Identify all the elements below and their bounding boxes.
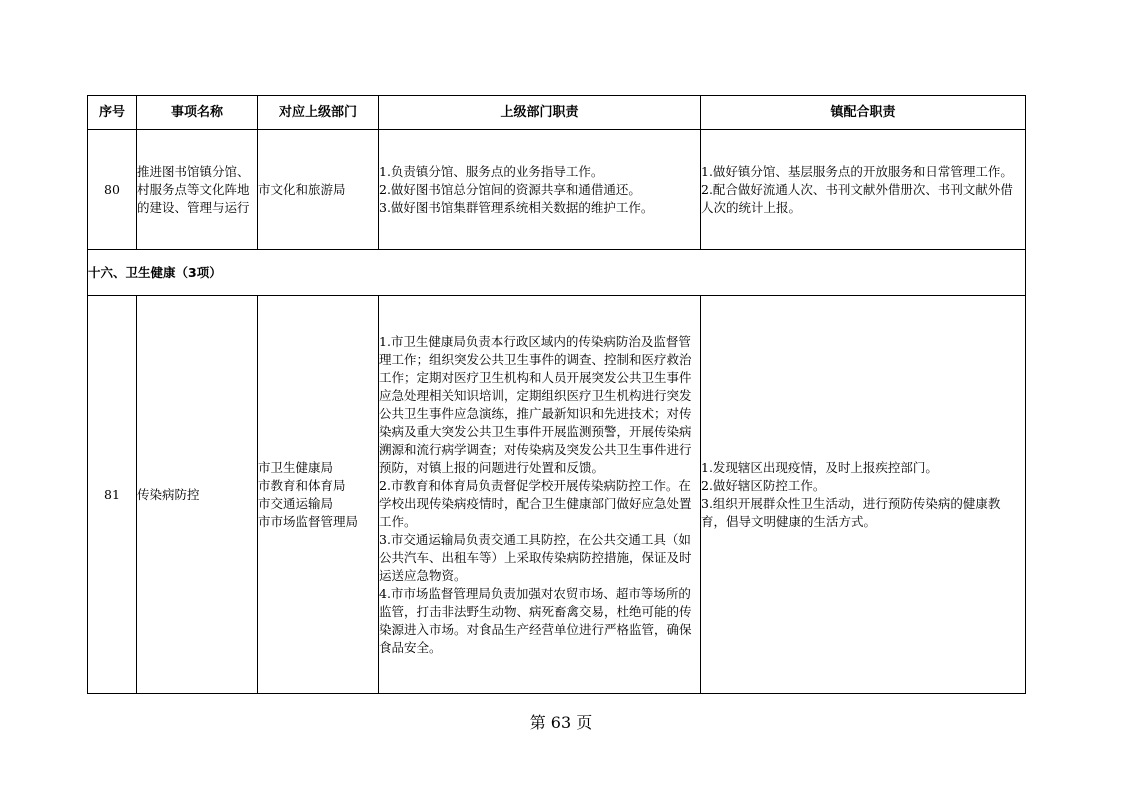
- item-name: 传染病防控: [137, 296, 258, 694]
- item-name: 推进图书馆镇分馆、村服务点等文化阵地的建设、管理与运行: [137, 130, 258, 250]
- row-number: 80: [88, 130, 137, 250]
- duty-line: 1.发现辖区出现疫情，及时上报疾控部门。: [701, 459, 938, 475]
- header-no: 序号: [88, 96, 137, 130]
- upper-duty: [379, 296, 701, 694]
- dept-line: 市教育和体育局: [258, 477, 346, 493]
- duty-line: 2.做好图书馆总分馆间的资源共享和通借通还。: [379, 181, 641, 197]
- header-row: [88, 96, 1026, 130]
- dept-line: 市市场监督管理局: [258, 513, 359, 529]
- duty-line: 1.负责镇分馆、服务点的业务指导工作。: [379, 163, 604, 179]
- header-town-duty: 镇配合职责: [701, 96, 1026, 130]
- table-row: [88, 296, 1026, 694]
- table-row: [88, 130, 1026, 250]
- duty-line: 3.市交通运输局负责交通工具防控，在公共交通工具（如公共汽车、出租车等）上采取传染病防控措施，保证及时运送应急物资。: [379, 531, 692, 583]
- row-number: 81: [88, 296, 137, 694]
- header-item: 事项名称: [137, 96, 258, 130]
- upper-dept: 市文化和旅游局: [258, 130, 379, 250]
- town-duty: [701, 130, 1026, 250]
- duty-line: 3.做好图书馆集群管理系统相关数据的维护工作。: [379, 199, 654, 215]
- duty-line: 2.市教育和体育局负责督促学校开展传染病防控工作。在学校出现传染病疫情时，配合卫生健康部门做好应急处置工作。: [379, 477, 692, 529]
- upper-dept: [258, 296, 379, 694]
- page-number: 第 63 页: [529, 713, 593, 732]
- duty-line: 1.市卫生健康局负责本行政区域内的传染病防治及监督管理工作；组织突发公共卫生事件的调查、控制和医疗救治工作；定期对医疗卫生机构和人员开展突发公共卫生事件应急处理相关知识培训，定期组织医疗卫生机构进行突发公共卫生事件应急演练，推广最新知识和先进技术；对传染病及重大突发公共卫生事件开展监测预警，开展传染病溯源和流行病学调查；对传染病及突发公共卫生事件进行预防，对镇上报的问题进行处置和反馈。: [379, 333, 692, 475]
- header-dept: 对应上级部门: [258, 96, 379, 130]
- section-row: [88, 250, 1026, 296]
- town-duty: [701, 296, 1026, 694]
- duty-line: 1.做好镇分馆、基层服务点的开放服务和日常管理工作。: [701, 163, 1013, 179]
- duty-table: [87, 95, 1026, 694]
- upper-duty: [379, 130, 701, 250]
- duty-line: 3.组织开展群众性卫生活动，进行预防传染病的健康教育，倡导文明健康的生活方式。: [701, 495, 1001, 529]
- dept-line: 市卫生健康局: [258, 459, 334, 475]
- dept-line: 市交通运输局: [258, 495, 334, 511]
- section-title: 十六、卫生健康（3项）: [88, 250, 1026, 296]
- duty-line: 2.配合做好流通人次、书刊文献外借册次、书刊文献外借人次的统计上报。: [701, 181, 1013, 215]
- duty-line: 2.做好辖区防控工作。: [701, 477, 826, 493]
- header-upper-duty: 上级部门职责: [379, 96, 701, 130]
- duty-line: 4.市市场监督管理局负责加强对农贸市场、超市等场所的监管，打击非法野生动物、病死畜禽交易，杜绝可能的传染源进入市场。对食品生产经营单位进行严格监管，确保食品安全。: [379, 585, 692, 655]
